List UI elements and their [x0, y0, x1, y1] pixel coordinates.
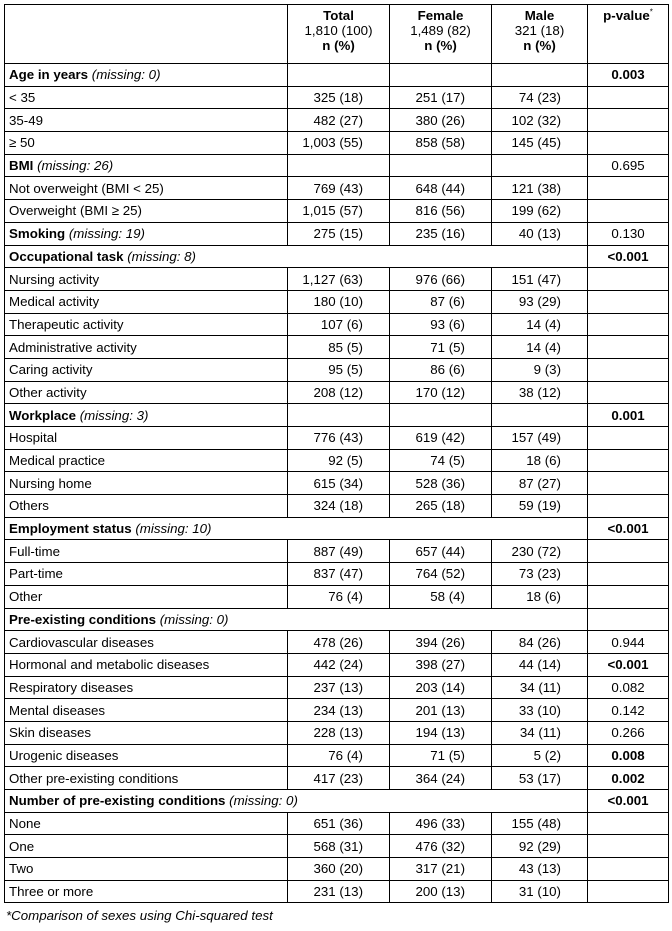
cell-male: 157 (49)	[492, 427, 588, 450]
cell-pvalue: <0.001	[588, 245, 669, 268]
row-label	[5, 245, 588, 268]
cell-pvalue	[588, 290, 669, 313]
cell-female: 528 (36)	[390, 472, 492, 495]
row-label: None	[5, 812, 288, 835]
cell-male: 53 (17)	[492, 767, 588, 790]
cell-pvalue	[588, 540, 669, 563]
row-label: Two	[5, 858, 288, 881]
table-row	[5, 699, 669, 722]
header-female-unit: n (%)	[424, 38, 457, 53]
cell-male: 18 (6)	[492, 449, 588, 472]
row-label	[5, 404, 288, 427]
header-male	[492, 5, 588, 64]
cell-male: 18 (6)	[492, 585, 588, 608]
table-body	[5, 64, 669, 903]
cell-pvalue: <0.001	[588, 790, 669, 813]
cell-pvalue: <0.001	[588, 653, 669, 676]
section-row	[5, 404, 669, 427]
table-row	[5, 540, 669, 563]
row-label: Nursing home	[5, 472, 288, 495]
table-row	[5, 721, 669, 744]
cell-total: 95 (5)	[288, 358, 390, 381]
header-total-name: Total	[323, 8, 354, 23]
table-row	[5, 449, 669, 472]
cell-male: 84 (26)	[492, 631, 588, 654]
cell-female: 235 (16)	[390, 222, 492, 245]
cell-pvalue	[588, 495, 669, 518]
cell-pvalue	[588, 132, 669, 155]
cell-male: 34 (11)	[492, 676, 588, 699]
section-row	[5, 245, 669, 268]
cell-pvalue	[588, 812, 669, 835]
empty-cell	[390, 64, 492, 87]
cell-pvalue	[588, 608, 669, 631]
characteristics-table	[4, 4, 669, 903]
row-label: Nursing activity	[5, 268, 288, 291]
cell-male: 102 (32)	[492, 109, 588, 132]
row-label: 35-49	[5, 109, 288, 132]
header-female	[390, 5, 492, 64]
cell-pvalue: 0.002	[588, 767, 669, 790]
row-label: Mental diseases	[5, 699, 288, 722]
section-title: Occupational task	[9, 248, 124, 264]
cell-total: 615 (34)	[288, 472, 390, 495]
cell-pvalue	[588, 109, 669, 132]
table-row	[5, 86, 669, 109]
cell-pvalue	[588, 381, 669, 404]
row-label: Medical practice	[5, 449, 288, 472]
header-label-cell	[5, 5, 288, 64]
table-row	[5, 427, 669, 450]
cell-female: 203 (14)	[390, 676, 492, 699]
table-row	[5, 631, 669, 654]
cell-female: 394 (26)	[390, 631, 492, 654]
cell-total: 1,003 (55)	[288, 132, 390, 155]
cell-female: 858 (58)	[390, 132, 492, 155]
cell-male: 44 (14)	[492, 653, 588, 676]
table-row	[5, 744, 669, 767]
cell-male: 43 (13)	[492, 858, 588, 881]
cell-male: 230 (72)	[492, 540, 588, 563]
footnote: *Comparison of sexes using Chi-squared test	[6, 908, 273, 924]
row-label: Full-time	[5, 540, 288, 563]
table-row	[5, 495, 669, 518]
table-row	[5, 880, 669, 903]
header-male-unit: n (%)	[523, 38, 556, 53]
table-row	[5, 336, 669, 359]
cell-male: 121 (38)	[492, 177, 588, 200]
cell-male: 151 (47)	[492, 268, 588, 291]
cell-female: 200 (13)	[390, 880, 492, 903]
header-total-unit: n (%)	[322, 38, 355, 53]
cell-female: 364 (24)	[390, 767, 492, 790]
section-title: BMI	[9, 158, 34, 174]
cell-total: 1,127 (63)	[288, 268, 390, 291]
cell-total: 228 (13)	[288, 721, 390, 744]
cell-total: 92 (5)	[288, 449, 390, 472]
table-row	[5, 177, 669, 200]
cell-female: 201 (13)	[390, 699, 492, 722]
row-label: Other activity	[5, 381, 288, 404]
missing-note: (missing: 3)	[79, 407, 149, 423]
row-label: Administrative activity	[5, 336, 288, 359]
row-label: Other	[5, 585, 288, 608]
cell-pvalue: 0.266	[588, 721, 669, 744]
row-label: Others	[5, 495, 288, 518]
missing-note: (missing: 0)	[91, 67, 161, 83]
row-label: Overweight (BMI ≥ 25)	[5, 200, 288, 223]
cell-female: 58 (4)	[390, 585, 492, 608]
missing-note: (missing: 26)	[37, 158, 114, 174]
table-row	[5, 132, 669, 155]
row-label: Three or more	[5, 880, 288, 903]
cell-female: 657 (44)	[390, 540, 492, 563]
cell-male: 92 (29)	[492, 835, 588, 858]
cell-pvalue	[588, 858, 669, 881]
missing-note: (missing: 19)	[68, 226, 145, 242]
cell-total: 275 (15)	[288, 222, 390, 245]
cell-female: 398 (27)	[390, 653, 492, 676]
table-row	[5, 381, 669, 404]
cell-female: 764 (52)	[390, 563, 492, 586]
section-row	[5, 608, 669, 631]
cell-male: 14 (4)	[492, 336, 588, 359]
cell-female: 71 (5)	[390, 744, 492, 767]
cell-female: 265 (18)	[390, 495, 492, 518]
empty-cell	[390, 154, 492, 177]
cell-pvalue	[588, 177, 669, 200]
row-label	[5, 64, 288, 87]
cell-female: 816 (56)	[390, 200, 492, 223]
cell-total: 234 (13)	[288, 699, 390, 722]
row-label: Hospital	[5, 427, 288, 450]
cell-male: 87 (27)	[492, 472, 588, 495]
cell-male: 199 (62)	[492, 200, 588, 223]
cell-female: 648 (44)	[390, 177, 492, 200]
row-label	[5, 790, 588, 813]
cell-total: 769 (43)	[288, 177, 390, 200]
empty-cell	[492, 64, 588, 87]
cell-pvalue	[588, 200, 669, 223]
empty-cell	[288, 404, 390, 427]
cell-female: 170 (12)	[390, 381, 492, 404]
row-label: Caring activity	[5, 358, 288, 381]
missing-note: (missing: 10)	[135, 521, 212, 537]
cell-total: 482 (27)	[288, 109, 390, 132]
cell-pvalue	[588, 563, 669, 586]
cell-female: 496 (33)	[390, 812, 492, 835]
header-male-name: Male	[524, 8, 555, 23]
section-row	[5, 154, 669, 177]
table-row	[5, 313, 669, 336]
row-label: Other pre-existing conditions	[5, 767, 288, 790]
cell-total: 837 (47)	[288, 563, 390, 586]
empty-cell	[288, 64, 390, 87]
table-row	[5, 472, 669, 495]
section-title: Smoking	[9, 226, 66, 242]
table-row	[5, 812, 669, 835]
cell-female: 976 (66)	[390, 268, 492, 291]
row-label: Hormonal and metabolic diseases	[5, 653, 288, 676]
cell-pvalue: 0.001	[588, 404, 669, 427]
cell-pvalue	[588, 880, 669, 903]
cell-total: 478 (26)	[288, 631, 390, 654]
cell-male: 73 (23)	[492, 563, 588, 586]
cell-pvalue: 0.944	[588, 631, 669, 654]
cell-female: 87 (6)	[390, 290, 492, 313]
cell-total: 651 (36)	[288, 812, 390, 835]
cell-total: 417 (23)	[288, 767, 390, 790]
cell-pvalue	[588, 313, 669, 336]
row-label: Medical activity	[5, 290, 288, 313]
cell-male: 5 (2)	[492, 744, 588, 767]
cell-male: 155 (48)	[492, 812, 588, 835]
cell-total: 107 (6)	[288, 313, 390, 336]
cell-total: 776 (43)	[288, 427, 390, 450]
cell-female: 619 (42)	[390, 427, 492, 450]
cell-pvalue: 0.008	[588, 744, 669, 767]
header-pvalue-label: p-value	[603, 8, 650, 23]
header-female-name: Female	[417, 8, 464, 23]
section-row	[5, 790, 669, 813]
cell-total: 887 (49)	[288, 540, 390, 563]
empty-cell	[492, 154, 588, 177]
table-row	[5, 585, 669, 608]
table-container	[4, 4, 668, 923]
cell-male: 34 (11)	[492, 721, 588, 744]
cell-male: 9 (3)	[492, 358, 588, 381]
cell-pvalue	[588, 86, 669, 109]
cell-total: 208 (12)	[288, 381, 390, 404]
cell-pvalue	[588, 427, 669, 450]
empty-cell	[288, 154, 390, 177]
cell-pvalue: 0.082	[588, 676, 669, 699]
cell-pvalue: 0.130	[588, 222, 669, 245]
cell-pvalue	[588, 449, 669, 472]
table-row	[5, 767, 669, 790]
header-total	[288, 5, 390, 64]
cell-total: 76 (4)	[288, 744, 390, 767]
header-male-count: 321 (18)	[514, 23, 565, 38]
cell-total: 180 (10)	[288, 290, 390, 313]
missing-note: (missing: 0)	[159, 611, 229, 627]
row-label: Not overweight (BMI < 25)	[5, 177, 288, 200]
cell-pvalue	[588, 358, 669, 381]
row-label: Respiratory diseases	[5, 676, 288, 699]
table-row	[5, 268, 669, 291]
cell-female: 380 (26)	[390, 109, 492, 132]
row-label: Skin diseases	[5, 721, 288, 744]
header-total-count: 1,810 (100)	[304, 23, 373, 38]
section-row	[5, 64, 669, 87]
section-title: Number of pre-existing conditions	[9, 793, 226, 809]
table-row	[5, 290, 669, 313]
header-pvalue-mark: *	[649, 7, 653, 17]
cell-total: 231 (13)	[288, 880, 390, 903]
cell-pvalue	[588, 336, 669, 359]
section-title: Employment status	[9, 521, 132, 537]
cell-female: 476 (32)	[390, 835, 492, 858]
cell-male: 14 (4)	[492, 313, 588, 336]
row-label	[5, 222, 288, 245]
row-label: Urogenic diseases	[5, 744, 288, 767]
row-label: ≥ 50	[5, 132, 288, 155]
header-pvalue	[588, 5, 669, 64]
table-row	[5, 858, 669, 881]
cell-pvalue: <0.001	[588, 517, 669, 540]
missing-note: (missing: 0)	[229, 793, 298, 809]
header-row	[5, 5, 669, 64]
row-label: One	[5, 835, 288, 858]
table-row	[5, 109, 669, 132]
row-label: Therapeutic activity	[5, 313, 288, 336]
cell-total: 324 (18)	[288, 495, 390, 518]
cell-male: 40 (13)	[492, 222, 588, 245]
table-row	[5, 200, 669, 223]
row-label	[5, 154, 288, 177]
cell-pvalue	[588, 472, 669, 495]
cell-pvalue	[588, 585, 669, 608]
section-row	[5, 517, 669, 540]
cell-pvalue: 0.003	[588, 64, 669, 87]
cell-total: 568 (31)	[288, 835, 390, 858]
section-title: Workplace	[9, 407, 77, 423]
row-label: < 35	[5, 86, 288, 109]
cell-female: 317 (21)	[390, 858, 492, 881]
row-label: Cardiovascular diseases	[5, 631, 288, 654]
cell-female: 86 (6)	[390, 358, 492, 381]
cell-total: 360 (20)	[288, 858, 390, 881]
section-title: Age in years	[9, 67, 89, 83]
cell-pvalue: 0.142	[588, 699, 669, 722]
cell-female: 251 (17)	[390, 86, 492, 109]
cell-total: 442 (24)	[288, 653, 390, 676]
cell-total: 237 (13)	[288, 676, 390, 699]
cell-pvalue: 0.695	[588, 154, 669, 177]
cell-male: 74 (23)	[492, 86, 588, 109]
table-row	[5, 358, 669, 381]
header-female-count: 1,489 (82)	[410, 23, 471, 38]
cell-total: 85 (5)	[288, 336, 390, 359]
empty-cell	[390, 404, 492, 427]
empty-cell	[492, 404, 588, 427]
cell-total: 1,015 (57)	[288, 200, 390, 223]
cell-pvalue	[588, 268, 669, 291]
cell-male: 31 (10)	[492, 880, 588, 903]
missing-note: (missing: 8)	[127, 248, 196, 264]
cell-female: 74 (5)	[390, 449, 492, 472]
table-row	[5, 835, 669, 858]
table-row	[5, 563, 669, 586]
cell-female: 194 (13)	[390, 721, 492, 744]
row-label	[5, 608, 588, 631]
cell-total: 76 (4)	[288, 585, 390, 608]
cell-male: 33 (10)	[492, 699, 588, 722]
cell-male: 93 (29)	[492, 290, 588, 313]
table-row	[5, 653, 669, 676]
table-row	[5, 676, 669, 699]
cell-female: 71 (5)	[390, 336, 492, 359]
cell-female: 93 (6)	[390, 313, 492, 336]
cell-total: 325 (18)	[288, 86, 390, 109]
cell-pvalue	[588, 835, 669, 858]
cell-male: 145 (45)	[492, 132, 588, 155]
section-row	[5, 222, 669, 245]
cell-male: 38 (12)	[492, 381, 588, 404]
section-title: Pre-existing conditions	[9, 611, 157, 627]
cell-male: 59 (19)	[492, 495, 588, 518]
row-label: Part-time	[5, 563, 288, 586]
row-label	[5, 517, 588, 540]
